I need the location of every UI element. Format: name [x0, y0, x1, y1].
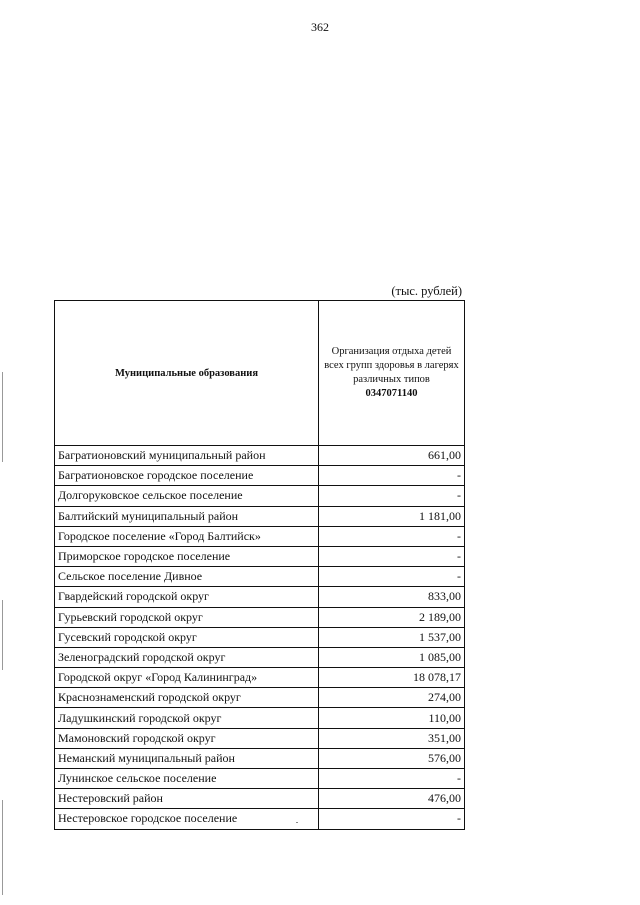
row-municipality-name: Гусевский городской округ: [55, 627, 319, 647]
row-amount: -: [319, 769, 465, 789]
row-municipality-name: Ладушкинский городской округ: [55, 708, 319, 728]
row-amount: 351,00: [319, 728, 465, 748]
scan-edge-mark: [2, 600, 3, 670]
row-municipality-name: Гвардейский городской округ: [55, 587, 319, 607]
table-row: [55, 587, 465, 607]
scan-edge-mark: [2, 372, 3, 462]
row-amount: 661,00: [319, 446, 465, 466]
units-label: (тыс. рублей): [391, 284, 462, 298]
table-row: [55, 627, 465, 647]
row-municipality-name: Мамоновский городской округ: [55, 728, 319, 748]
row-municipality-name: Гурьевский городской округ: [55, 607, 319, 627]
row-amount: 1 085,00: [319, 647, 465, 667]
row-amount: 576,00: [319, 748, 465, 768]
table-row: [55, 809, 465, 829]
table-row: [55, 789, 465, 809]
row-municipality-name: Нестеровское городское поселение: [55, 809, 319, 829]
table-header-row: [55, 301, 465, 446]
scan-edge-mark: [2, 800, 3, 895]
table-row: [55, 748, 465, 768]
table-row: [55, 567, 465, 587]
row-amount: -: [319, 809, 465, 829]
table-row: [55, 769, 465, 789]
row-municipality-name: Багратионовское городское поселение: [55, 466, 319, 486]
table-body: [55, 446, 465, 830]
table-row: [55, 526, 465, 546]
table-row: [55, 668, 465, 688]
table-row: [55, 466, 465, 486]
row-municipality-name: Неманский муниципальный район: [55, 748, 319, 768]
row-amount: 18 078,17: [319, 668, 465, 688]
row-municipality-name: Городской округ «Город Калининград»: [55, 668, 319, 688]
row-amount: -: [319, 466, 465, 486]
table-row: [55, 546, 465, 566]
row-amount: -: [319, 546, 465, 566]
row-municipality-name: Городское поселение «Город Балтийск»: [55, 526, 319, 546]
row-municipality-name: Приморское городское поселение: [55, 546, 319, 566]
header-organization: [319, 301, 465, 446]
row-municipality-name: Багратионовский муниципальный район: [55, 446, 319, 466]
page-number: 362: [311, 20, 329, 34]
row-amount: 274,00: [319, 688, 465, 708]
header-organization-code: 0347071140: [365, 388, 418, 400]
table-row: [55, 446, 465, 466]
row-amount: 833,00: [319, 587, 465, 607]
row-amount: -: [319, 567, 465, 587]
table-row: [55, 708, 465, 728]
row-municipality-name: Лунинское сельское поселение: [55, 769, 319, 789]
row-amount: 1 537,00: [319, 627, 465, 647]
table-row: [55, 728, 465, 748]
row-amount: 2 189,00: [319, 607, 465, 627]
row-amount: -: [319, 526, 465, 546]
header-organization-text: Организация отдыха детей всех групп здоровья в лагерях различных типов: [324, 345, 459, 385]
row-municipality-name: Долгоруковское сельское поселение: [55, 486, 319, 506]
row-municipality-name: Нестеровский район: [55, 789, 319, 809]
row-municipality-name: Сельское поселение Дивное: [55, 567, 319, 587]
row-amount: 1 181,00: [319, 506, 465, 526]
table-row: [55, 506, 465, 526]
row-amount: 476,00: [319, 789, 465, 809]
row-municipality-name: Краснознаменский городской округ: [55, 688, 319, 708]
budget-table: [54, 300, 465, 830]
row-amount: 110,00: [319, 708, 465, 728]
table-row: [55, 647, 465, 667]
table-row: [55, 607, 465, 627]
table-row: [55, 486, 465, 506]
row-municipality-name: Балтийский муниципальный район: [55, 506, 319, 526]
scan-speck: [296, 822, 298, 823]
row-amount: -: [319, 486, 465, 506]
table-row: [55, 688, 465, 708]
row-municipality-name: Зеленоградский городской округ: [55, 647, 319, 667]
header-municipalities: Муниципальные образования: [55, 301, 319, 446]
